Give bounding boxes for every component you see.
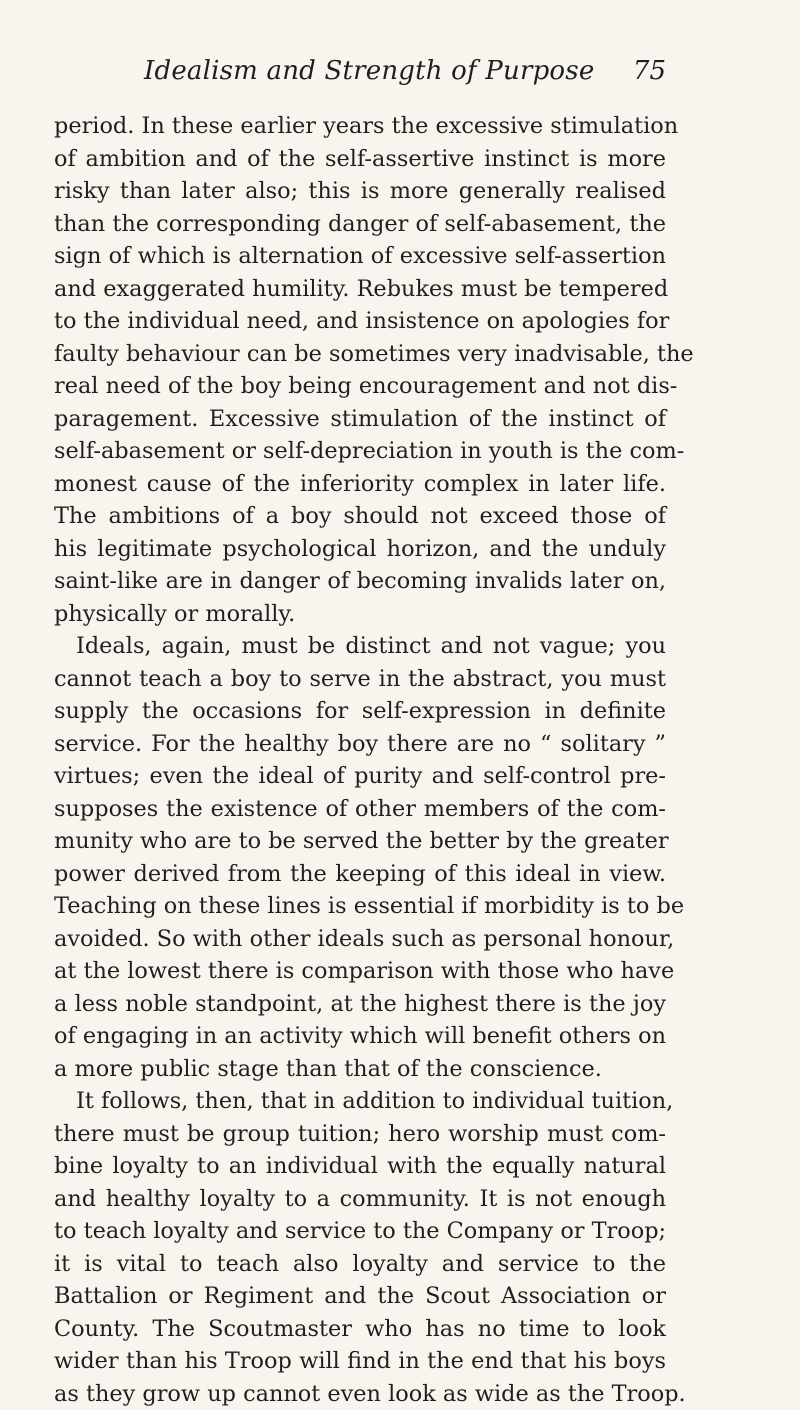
text-line: paragement. Excessive stimulation of the instinct of <box>54 403 666 436</box>
text-line: service. For the healthy boy there are no “ solitary ” <box>54 728 666 761</box>
text-line: to the individual need, and insistence on apologies for <box>54 305 666 338</box>
text-line: County. The Scoutmaster who has no time to look <box>54 1313 666 1346</box>
paragraph-start-line: It follows, then, that in addition to individual tuition, <box>54 1085 666 1118</box>
text-line: there must be group tuition; hero worship must com- <box>54 1118 666 1151</box>
text-line: than the corresponding danger of self-abasement, the <box>54 208 666 241</box>
text-line: it is vital to teach also loyalty and service to the <box>54 1248 666 1281</box>
text-line: cannot teach a boy to serve in the abstract, you must <box>54 663 666 696</box>
body-text <box>54 110 666 1410</box>
text-line: at the lowest there is comparison with those who have <box>54 955 666 988</box>
text-line: supply the occasions for self-expression in definite <box>54 695 666 728</box>
text-line: physically or morally. <box>54 598 666 631</box>
text-line: to teach loyalty and service to the Company or Troop; <box>54 1215 666 1248</box>
text-line: of engaging in an activity which will benefit others on <box>54 1020 666 1053</box>
text-line: bine loyalty to an individual with the equally natural <box>54 1150 666 1183</box>
text-line: sign of which is alternation of excessive self-assertion <box>54 240 666 273</box>
text-line: saint-like are in danger of becoming invalids later on, <box>54 565 666 598</box>
running-title: Idealism and Strength of Purpose <box>144 56 594 86</box>
text-line: The ambitions of a boy should not exceed those of <box>54 500 666 533</box>
text-line: of ambition and of the self-assertive instinct is more <box>54 143 666 176</box>
text-line: virtues; even the ideal of purity and self-control pre- <box>54 760 666 793</box>
text-line: monest cause of the inferiority complex in later life. <box>54 468 666 501</box>
text-line: Battalion or Regiment and the Scout Association or <box>54 1280 666 1313</box>
text-line: risky than later also; this is more generally realised <box>54 175 666 208</box>
text-line: avoided. So with other ideals such as personal honour, <box>54 923 666 956</box>
text-line: his legitimate psychological horizon, and the unduly <box>54 533 666 566</box>
text-line: power derived from the keeping of this ideal in view. <box>54 858 666 891</box>
text-line: supposes the existence of other members of the com- <box>54 793 666 826</box>
text-line: period. In these earlier years the excessive stimulation <box>54 110 666 143</box>
text-line: a less noble standpoint, at the highest there is the joy <box>54 988 666 1021</box>
paragraph-start-line: Ideals, again, must be distinct and not vague; you <box>54 630 666 663</box>
text-line: real need of the boy being encouragement and not dis- <box>54 370 666 403</box>
text-line: as they grow up cannot even look as wide as the Troop. <box>54 1378 666 1410</box>
text-line: self-abasement or self-depreciation in youth is the com- <box>54 435 666 468</box>
running-head <box>54 56 666 92</box>
page-number: 75 <box>633 56 666 86</box>
text-line: and healthy loyalty to a community. It is not enough <box>54 1183 666 1216</box>
text-line: and exaggerated humility. Rebukes must be tempered <box>54 273 666 306</box>
text-line: munity who are to be served the better by the greater <box>54 825 666 858</box>
text-line: Teaching on these lines is essential if morbidity is to be <box>54 890 666 923</box>
text-line: a more public stage than that of the conscience. <box>54 1053 666 1086</box>
text-line: wider than his Troop will find in the end that his boys <box>54 1345 666 1378</box>
text-line: faulty behaviour can be sometimes very inadvisable, the <box>54 338 666 371</box>
